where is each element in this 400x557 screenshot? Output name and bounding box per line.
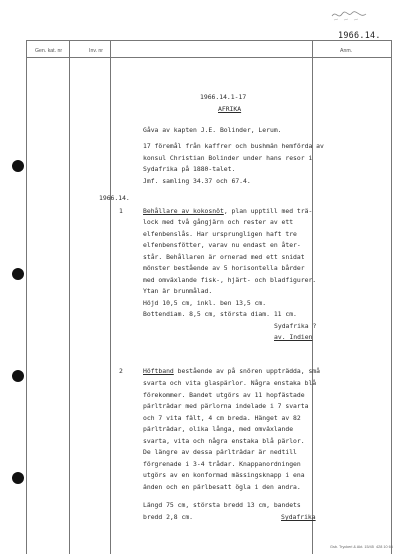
item-description-line: Behållare av kokosnöt, plan upptill med trä- (143, 207, 313, 215)
item-description-line: mönster bestående av 5 horisontella bårder (143, 264, 305, 272)
intro-line: Sydafrika på 1880-talet. (143, 165, 236, 173)
item-description-line: med omväxlande fisk-, hjärt- och bladfigurer. (143, 276, 317, 284)
item-description-line: Höftband bestående av på snören uppträdda, små (143, 367, 320, 375)
item-origin: Sydafrika (281, 513, 316, 521)
item-description-line: pärlträdar med pärlorna indelade i 7 svarta (143, 402, 309, 410)
intro-line: Jmf. samling 34.37 och 67.4. (143, 177, 251, 185)
item-name: Behållare av kokosnöt (143, 207, 224, 215)
item-description-line: pärlträdar, olika långa, med omväxlande (143, 425, 294, 433)
item-description-line: Bottendiam. 8,5 cm, största diam. 11 cm. (143, 310, 297, 318)
item-description-line: förgrenade i 3-4 trådar. Knappanordningen (143, 460, 301, 468)
item-description-line: förekommer. Bandet utgörs av 11 hopfästade (143, 391, 305, 399)
inventory-number: 2 (119, 367, 123, 375)
binder-hole (12, 370, 24, 382)
inventory-prefix: 1966.14. (99, 194, 130, 202)
item-origin: av. Indien (274, 333, 313, 341)
handwritten-mark (330, 8, 370, 22)
item-description-line: utgörs av en konformad mässingsknapp i ena (143, 471, 305, 479)
item-description-line: Höjd 10,5 cm, inkl. ben 13,5 cm. (143, 299, 267, 307)
catalog-page-number: 1966.14. (338, 30, 381, 40)
item-description-line: och 7 vita fält, 4 cm breda. Hänget av 82 (143, 414, 301, 422)
inventory-number: 1 (119, 207, 123, 215)
item-description-line: lock med två gångjärn och rester av ett (143, 218, 294, 226)
binder-hole (12, 472, 24, 484)
column-header-gen-kat: Gen. kat. nr (35, 48, 63, 54)
item-description-line: De längre av dessa pärlträdar är nedtill (143, 448, 297, 456)
intro-line: konsul Christian Bolinder under hans resor i (143, 154, 313, 162)
item-description-line: elfenbenslås. Har ursprungligen haft tre (143, 230, 297, 238)
intro-line: 17 föremål från kaffrer och bushmän hemförda av (143, 142, 324, 150)
item-origin: Sydafrika ? (274, 322, 317, 330)
item-description-line: Längd 75 cm, största bredd 13 cm, bandets (143, 501, 301, 509)
item-description-line: svarta, vita och några enstaka blå pärlor. (143, 437, 305, 445)
entry-number-range: 1966.14.1-17 (200, 93, 247, 101)
item-description-line: står. Behållaren är ornerad med ett snidat (143, 253, 305, 261)
item-name: Höftband (143, 367, 174, 375)
column-header-anm: Anm. (340, 48, 353, 54)
item-description-line: änden och en pärlbesatt ögla i den andra. (143, 483, 301, 491)
binder-hole (12, 268, 24, 280)
print-note: Gsb. Tryckeri & Akt. 15/45 428 10 66 (330, 545, 393, 549)
item-description-line: elfenbensfötter, varav nu endast en åter- (143, 241, 301, 249)
intro-line: Gåva av kapten J.E. Bolinder, Lerum. (143, 126, 282, 134)
binder-hole (12, 160, 24, 172)
item-description-line: bredd 2,8 cm. (143, 513, 194, 521)
column-header-inv: Inv. nr (89, 48, 104, 54)
item-description-line: Ytan är brunmålad. (143, 287, 213, 295)
entry-region: AFRIKA (218, 105, 242, 113)
item-description-line: svarta och vita glaspärlor. Några enstaka blå (143, 379, 317, 387)
